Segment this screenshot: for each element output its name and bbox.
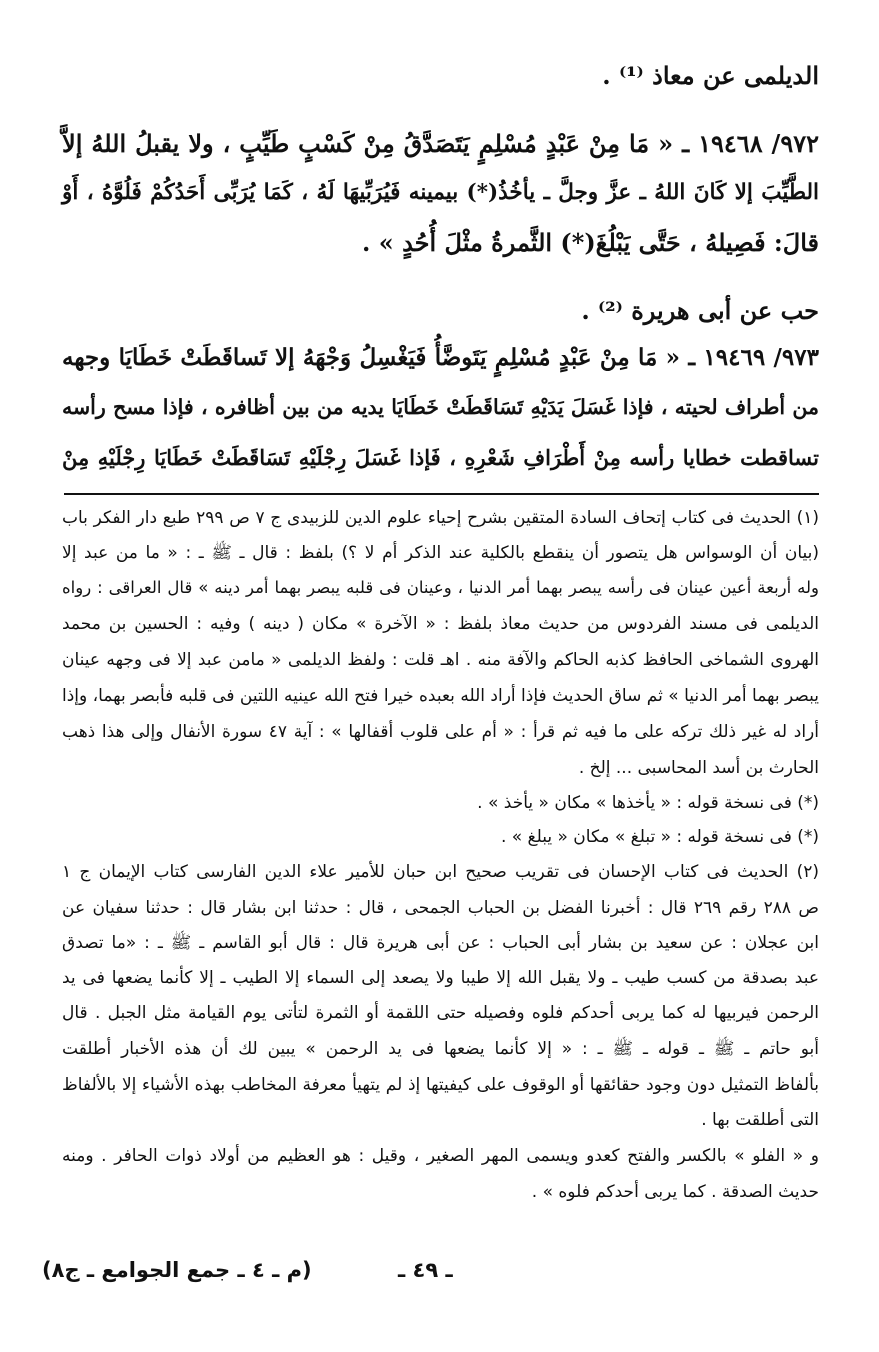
footnote-line: أراد له غير ذلك تركه على ما فيه ثم قرأ : « أم على قلوب أقفالها » : آية ٤٧ سورة الأنفال وإلى هذا ذهب [62,722,819,742]
footnote-line: يبصر بهما أمر الدنيا » ثم ساق الحديث فإذا أراد الله بعبده خيرا فتح الله عينيه اللتين فى قلبه فأبصر بهما، وإذا [62,686,819,706]
footnote-line: حديث الصدقة . كما يربى أحدكم فلوه » . [531,1182,819,1202]
footnote-line: الهروى الشماخى الحافظ كذبه الحاكم والآفة منه . اهـ قلت : ولفظ الديلمى « مامن عبد إلا فى وجهه عينان [62,650,819,670]
footnote-line: و « الفلو » بالكسر والفتح كعدو ويسمى المهر الصغير ، وقيل : هو العظيم من أولاد ذوات الحافر . ومنه [62,1146,819,1166]
main-line-3: الطَّيِّبَ إلا كَانَ اللهُ ـ عزَّ وجلَّ ـ يأخُذُ(*) بيمينه فَيُرَبِّيهَا لَهُ ، كَمَا يُرَبِّى أَحَدُكُمْ فَلُوَّهُ ، أَوْ [62,180,819,205]
main-line-6: ٩٧٣/ ١٩٤٦٩ ـ « مَا مِنْ عَبْدٍ مُسْلِمٍ يَتَوضَّأُ فَيَغْسِلُ وَجْهَهُ إلا تَساقَطَتْ خَطَايَا وجهه [62,344,819,371]
volume-signature: (م ـ ٤ ـ جمع الجوامع ـ ج٨) [42,1258,312,1282]
footnote-line: (بيان أن الوسواس هل يتصور أن ينقطع بالكلية عند الذكر أم لا ؟) بلفظ : قال ـ ﷺ ـ : « ما من عبد إلا [62,543,819,563]
footnote-line: ص ٢٨٨ رقم ٢٦٩ قال : أخبرنا الفضل بن الحباب الجمحى ، قال : حدثنا ابن بشار قال : حدثنا سفيان عن [62,898,819,918]
page-number: ـ ٤٩ ـ [398,1258,453,1282]
footnote-line: وله أربعة أعين عينان فى رأسه يبصر بهما أمر الدنيا ، وعينان فى قلبه يبصر بهما أمر دينه » قال العراقى : رواه [62,578,819,597]
footnote-variant-note: (*) فى نسخة قوله : « يأخذها » مكان « يأخذ » . [477,793,819,813]
footnote-line: أبو حاتم ـ ﷺ ـ قوله ـ ﷺ ـ : « إلا كأنما يضعها فى يد الرحمن » يبين لك أن هذه الأخبار أطلقت [62,1039,819,1059]
footnote-variant-note: (*) فى نسخة قوله : « تبلغ » مكان « يبلغ » . [500,827,819,847]
footnote-line: بألفاظ التمثيل دون وجود حقائقها أو الوقوف على كيفيتها إذ لم يتهيأ معرفة المخاطب بهذه الأشياء إلا بالألفاظ [62,1075,819,1095]
footnote-separator-rule [64,493,819,495]
footnote-line: التى أطلقت بها . [701,1110,819,1130]
main-line-8: تساقطت خطايا رأسه مِنْ أَطْرَافِ شَعْرِهِ ، فَإذا غَسَلَ رِجْلَيْهِ تَسَاقَطَتْ خَطَايَا رِجْلَيْهِ مِنْ [62,445,819,470]
footnote-line: الرحمن فيربيها له كما يربى أحدكم فلوه وفصيله حتى اللقمة أو الثمرة لتأتى يوم القيامة مثل الجبل . قال [62,1003,819,1023]
main-line-4: قالَ: فَصِيلهُ ، حَتَّى يَبْلُغَ(*) الثَّمرةُ مثْلَ أُحُدٍ » . [362,228,819,257]
footnote-line: ابن عجلان : عن سعيد بن بشار أبى الحباب : عن أبى هريرة قال : قال أبو القاسم ـ ﷺ ـ : «ما تصدق [62,933,819,953]
footnote-line: عبد بصدقة من كسب طيب ـ ولا يقبل الله إلا طيبا ولا يصعد إلى السماء إلا الطيب ـ إلا كأنما يضعها فى يد [62,968,819,988]
footnote-line: (١) الحديث فى كتاب إتحاف السادة المتقين بشرح إحياء علوم الدين للزبيدى ج ٧ ص ٢٩٩ طبع دار الفكر باب [62,508,819,528]
main-line-2: ٩٧٢/ ١٩٤٦٨ ـ « مَا مِنْ عَبْدٍ مُسْلِمٍ يَتَصَدَّقُ مِنْ كَسْبٍ طَيِّبٍ ، ولا يقبلُ اللهُ إلاَّ [62,129,819,158]
footnote-line: الحارث بن أسد المحاسبى ... إلخ . [578,758,819,778]
main-line-5: حب عن أبى هريرة ⁽²⁾ . [581,296,819,325]
main-line-1: الديلمى عن معاذ ⁽¹⁾ . [602,61,819,90]
footnote-line: الديلمى فى مسند الفردوس من حديث معاذ بلفظ : « الآخرة » مكان ( دينه ) وفيه : الحسين بن محمد [62,614,819,634]
footnote-line: (٢) الحديث فى كتاب الإحسان فى تقريب صحيح ابن حبان للأمير علاء الدين الفارسى كتاب الإيمان ج ١ [62,862,819,882]
main-line-7: من أطراف لحيته ، فإذا غَسَلَ يَدَيْهِ تَسَاقَطَتْ خَطَايَا يديه من بين أظافره ، فإذا مسح رأسه [62,395,819,419]
